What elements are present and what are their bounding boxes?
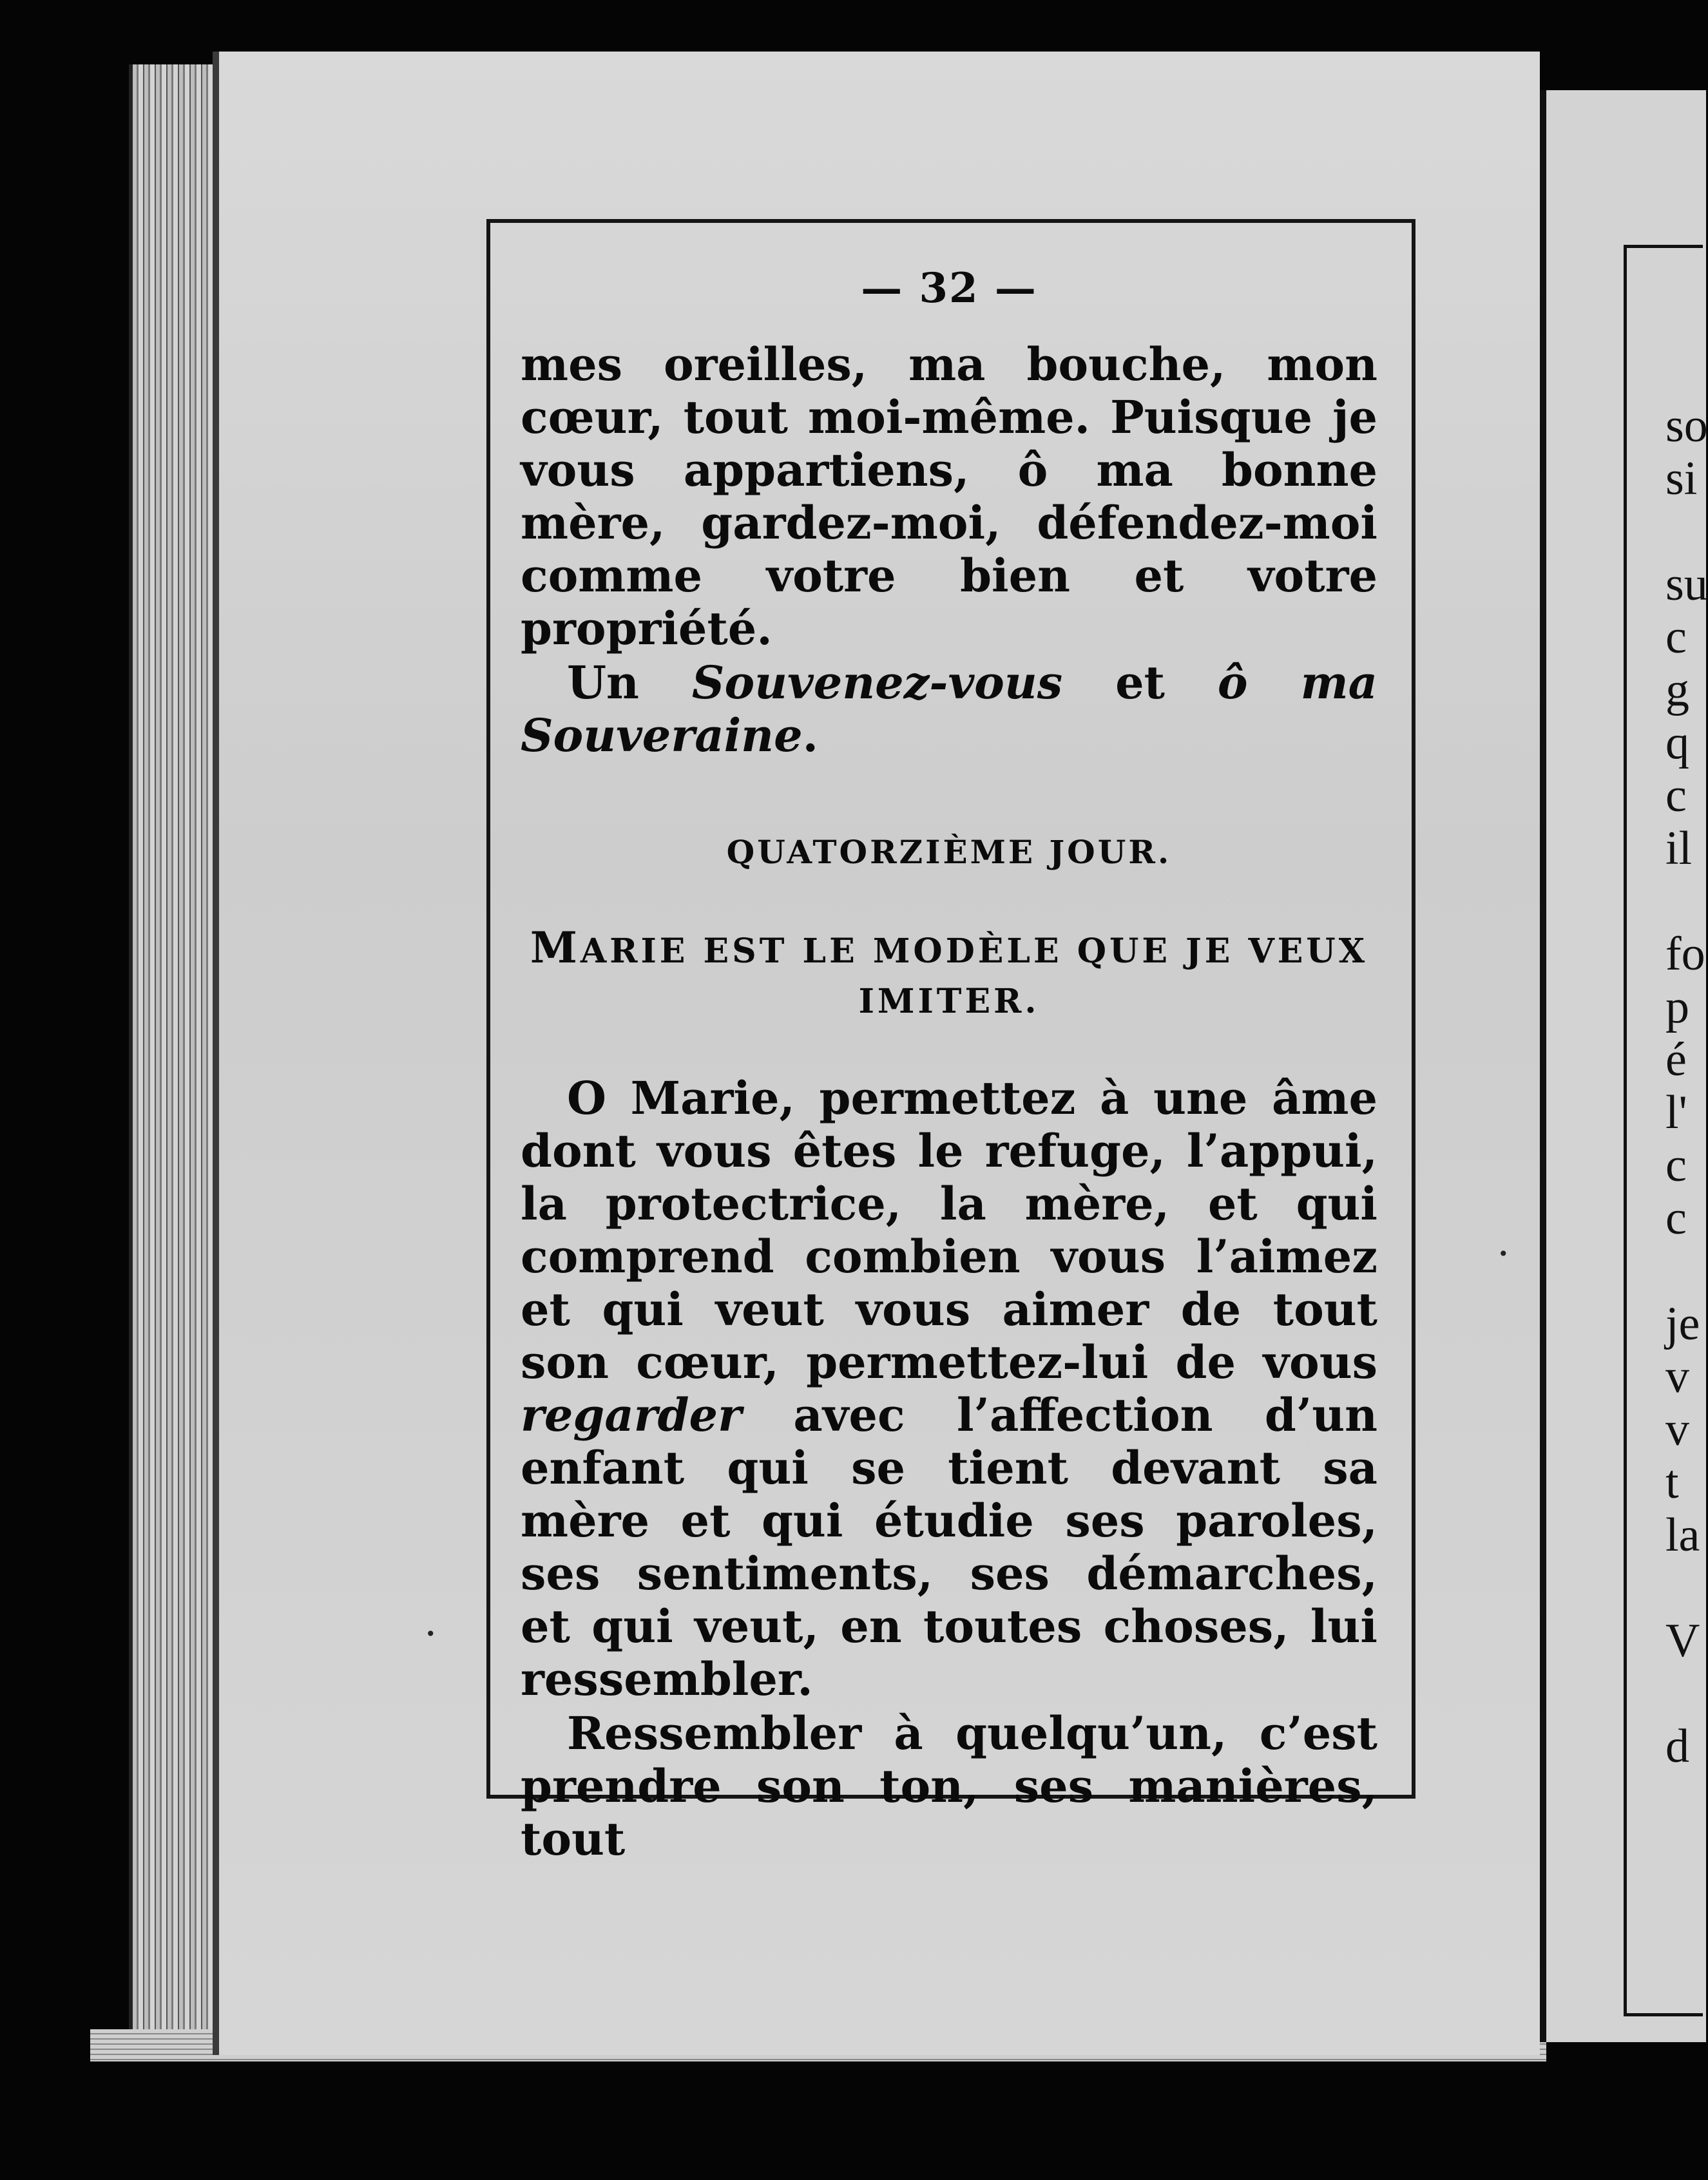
day-heading: QUATORZIÈME JOUR. (726, 833, 1172, 871)
paragraph-2-lead: Un (567, 656, 692, 709)
page-text (521, 264, 1377, 1866)
paragraph-2 (521, 656, 1377, 762)
paragraph-3-after: avec l’affection d’un enfant qui se tient devant sa mère et qui étudie ses paroles, ses sentiments, ses démarches, et qui veut, en toutes choses, lui ressembler. (521, 1388, 1377, 1706)
section-title (521, 923, 1377, 1027)
facing-page-text: so si su c g q c il fo p é l' c c je v v t la V d (1665, 399, 1708, 1773)
ink-speck: • (1498, 1243, 1509, 1265)
paragraph-3-emphasis: regarder (521, 1388, 742, 1442)
paragraph-2-tail: . (802, 709, 818, 762)
paragraph-3 (521, 1072, 1377, 1706)
paragraph-2-middle: et (1062, 656, 1218, 709)
section-title-initial: M (530, 923, 581, 973)
ink-speck: • (425, 1623, 436, 1645)
prayer-title-souvenez: Souvenez-vous (691, 656, 1063, 709)
paragraph-3-before: O Marie, permettez à une âme dont vous êtes le refuge, l’appui, la protectrice, la mère, et qui comprend combien vous l’aimez et qui veut vous aimer de tout son cœur, permettez-lui de vous (521, 1071, 1377, 1389)
page-number: — 32 — (861, 264, 1037, 312)
prayer-title-souveraine: ô ma Souveraine (521, 656, 1377, 762)
paragraph-4: Ressembler à quelqu’un, c’est prendre son ton, ses manières, tout (521, 1707, 1377, 1866)
paragraph-1: mes oreilles, ma bouche, mon cœur, tout moi-même. Puisque je vous appartiens, ô ma bonne mère, gardez-moi, défendez-moi comme votre bien et votre propriété. (521, 338, 1377, 655)
section-title-rest: ARIE EST LE MODÈLE QUE JE VEUX IMITER. (580, 932, 1368, 1021)
